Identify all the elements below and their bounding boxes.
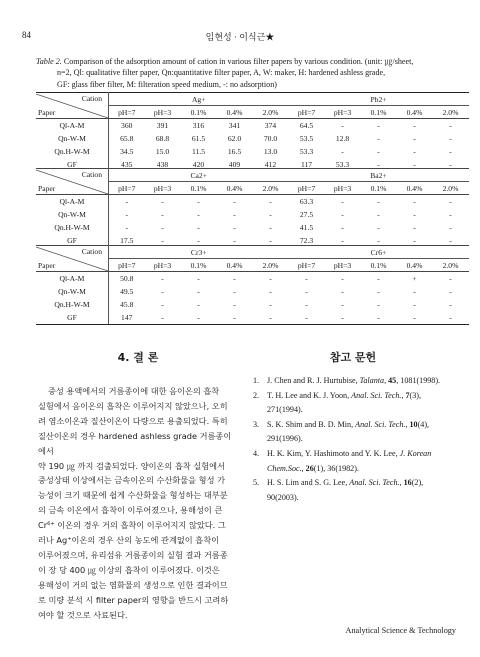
reference-volume: 26 — [305, 463, 314, 473]
table-cell: - — [341, 147, 344, 156]
table-cell: - — [341, 287, 344, 296]
paper-label: GF — [36, 311, 109, 325]
paper-label: Ql-A-M — [36, 119, 109, 133]
table-cell: 53.5 — [299, 134, 314, 143]
reference-pages: (4), 291(1996). — [267, 419, 430, 444]
condition-header: 2.0% — [433, 106, 469, 119]
table-cell: - — [233, 287, 236, 296]
table-cell: - — [449, 210, 452, 219]
table-cell: - — [233, 300, 236, 309]
condition-header: 0.1% — [181, 259, 217, 272]
table-cell: - — [413, 210, 416, 219]
table-cell: - — [377, 160, 380, 169]
paper-label: Qn.H-W-M — [36, 145, 109, 158]
conclusion-line: 중성 용액에서의 거름종이에 대한 음이온의 흡착 — [48, 386, 220, 396]
corner-cation-label: Cation — [81, 246, 102, 256]
conclusion-line: 능성이 크기 때문에 쉽게 수산화물을 형성하는 대부분 — [38, 490, 228, 501]
reference-list — [253, 374, 453, 505]
conclusion-line: 용해성이 거의 없는 염화물의 생성으로 인한 결과이므 — [38, 579, 228, 590]
table-block — [36, 92, 469, 171]
table-cell: - — [397, 311, 433, 325]
reference-pages: , 1081(1998). — [396, 376, 441, 385]
corner-paper-label: Paper — [38, 107, 56, 117]
reference-sep: , — [301, 463, 306, 473]
reference-item — [253, 447, 453, 476]
table-cell: 53.3 — [299, 147, 314, 156]
table-cell: - — [377, 210, 380, 219]
table-cell: + — [412, 274, 417, 283]
corner-paper-label: Paper — [38, 183, 56, 193]
table-caption — [36, 56, 446, 90]
table-cell: - — [233, 274, 236, 283]
table-cell: 435 — [121, 160, 133, 169]
reference-number: 1. — [253, 376, 260, 385]
table-cell: 420 — [192, 160, 205, 169]
condition-header: 0.1% — [181, 182, 217, 195]
reference-journal: Talanta — [359, 376, 385, 385]
conclusion-body — [38, 384, 238, 623]
reference-item — [253, 418, 453, 447]
table-cell: - — [449, 134, 452, 143]
table-cell: - — [305, 287, 308, 296]
caption-line-2: n=2, Ql: qualitative filter paper, Qn:quantitative filter paper, A, W: maker, H: hardened ashless grade, — [57, 68, 386, 78]
table-cell: - — [125, 197, 129, 206]
corner-header — [36, 169, 109, 195]
table-cell: 13.0 — [263, 147, 278, 156]
table-cell: - — [161, 210, 164, 219]
reference-journal: J. Korean Chem.Soc. — [267, 448, 432, 473]
table-cell: - — [377, 274, 380, 283]
table-cell: - — [197, 287, 200, 296]
corner-header — [36, 93, 109, 119]
condition-header: pH=3 — [325, 106, 361, 119]
table-cell: - — [233, 223, 236, 232]
table-cell: - — [449, 300, 452, 309]
condition-header: 0.4% — [397, 106, 433, 119]
table-cell: - — [325, 311, 361, 325]
table-cell: 360 — [121, 121, 133, 130]
table-cell: - — [269, 223, 272, 232]
reference-item — [253, 389, 453, 418]
references-heading: 참고 문헌 — [329, 351, 377, 364]
table-cell: - — [449, 236, 452, 245]
conclusion-line: 이 장 당 400 ㎍ 이상의 흡착이 이루어졌다. 이것은 — [38, 564, 220, 575]
table-cell: - — [449, 147, 452, 156]
running-head: 임현성 · 이식근★ — [205, 32, 275, 42]
table-cell: - — [449, 121, 452, 130]
table-cell: - — [361, 311, 397, 325]
table-cell: 72.3 — [299, 236, 314, 245]
table-cell: - — [413, 236, 416, 245]
table-cell: 41.5 — [299, 223, 314, 232]
table-cell: - — [413, 287, 416, 296]
table-cell: - — [341, 274, 344, 283]
table-cell: - — [341, 300, 344, 309]
table-row — [36, 272, 469, 286]
table-cell: 438 — [156, 160, 169, 169]
reference-journal: Anal. Sci. Tech. — [355, 419, 406, 429]
table-cell: - — [161, 236, 164, 245]
condition-header: 0.4% — [217, 182, 253, 195]
cation-group-header: Cr6+ — [289, 246, 469, 259]
paper-label: Qn-W-M — [36, 132, 109, 145]
reference-pages: (3), 271(1994). — [267, 390, 421, 415]
table-cell: - — [181, 311, 217, 325]
table-cell: - — [253, 311, 289, 325]
journal-footer: Analytical Science & Technology — [345, 626, 456, 635]
cation-group-header: Pb2+ — [289, 93, 469, 106]
table-cell: 11.5 — [191, 147, 205, 156]
table-cell: - — [269, 197, 272, 206]
reference-volume: 10 — [409, 419, 418, 429]
table-cell: - — [413, 300, 416, 309]
table-cell: - — [125, 223, 129, 232]
reference-authors: J. Chen and R. J. Hurtubise, — [267, 376, 360, 385]
corner-header — [36, 246, 109, 272]
reference-sep: , — [399, 478, 404, 488]
table-row — [36, 195, 469, 209]
table-cell: 62.0 — [227, 134, 242, 143]
table-cell: - — [233, 197, 236, 206]
table-cell: - — [377, 147, 380, 156]
condition-header: 2.0% — [253, 259, 289, 272]
table-cell: 50.8 — [120, 274, 134, 283]
conclusion-line: 약 190 ㎍ 까지 검출되었다. 양이온의 흡착 실험에서 — [38, 460, 226, 471]
table-cell: - — [233, 236, 236, 245]
table-block — [36, 245, 469, 325]
table-cell: - — [269, 287, 272, 296]
reference-authors: H. K. Kim, Y. Hashimoto and Y. K. Lee, — [267, 448, 400, 458]
reference-item — [253, 374, 453, 389]
table-cell: 412 — [264, 160, 277, 169]
table-cell: - — [341, 197, 344, 206]
condition-header: 2.0% — [253, 182, 289, 195]
table-cell: 61.5 — [191, 134, 206, 143]
table-row — [36, 311, 469, 325]
paper-label: Qn-W-M — [36, 285, 109, 298]
table-cell: - — [197, 236, 200, 245]
cation-group-header: Ag+ — [109, 93, 289, 106]
table-cell: - — [161, 274, 164, 283]
table-cell: - — [449, 274, 452, 283]
conclusion-line: 의 금속 이온에서 흡착이 이루어졌으나, 용해성이 큰 — [38, 505, 223, 516]
table-cell: 49.5 — [120, 287, 134, 296]
table-cell: - — [341, 210, 344, 219]
reference-journal: Anal. Sci. Tech. — [349, 478, 400, 488]
reference-number: 3. — [253, 419, 260, 429]
caption-line-1: Comparison of the adsorption amount of cation in various filter papers by various condition. (unit: ㎍/sheet, — [61, 57, 414, 66]
table-row — [36, 145, 469, 158]
paper-label: Qn.H-W-M — [36, 298, 109, 311]
table-cell: 15.0 — [155, 147, 170, 156]
table-cell: 68.8 — [155, 134, 170, 143]
reference-sep: , — [384, 376, 389, 385]
condition-header: pH=7 — [109, 106, 145, 119]
condition-header: 0.4% — [397, 182, 433, 195]
table-cell: - — [377, 134, 380, 143]
table-cell: 34.5 — [120, 147, 134, 156]
table-row — [36, 208, 469, 221]
table-cell: - — [269, 300, 272, 309]
table-cell: 63.3 — [299, 197, 314, 206]
condition-header: 2.0% — [433, 259, 469, 272]
condition-header: pH=3 — [145, 182, 181, 195]
page-number: 84 — [22, 30, 31, 40]
table-cell: - — [161, 223, 164, 232]
table-cell: - — [449, 287, 452, 296]
corner-paper-label: Paper — [38, 260, 56, 270]
caption-line-3: GF: glass fiber filter, M: filteration speed medium, -: no adsorption) — [57, 79, 277, 89]
reference-sep: , — [401, 390, 406, 400]
table-cell: - — [341, 121, 344, 130]
paper-label: Qn.H-W-M — [36, 221, 109, 234]
table-cell: 53.3 — [335, 160, 350, 169]
table-cell: 45.8 — [120, 300, 134, 309]
table-row — [36, 298, 469, 311]
paper-label: Ql-A-M — [36, 272, 109, 286]
conclusion-line: 러나 Ag⁺이온의 경우 산의 농도에 관계없이 흡착이 — [38, 535, 220, 546]
table-cell: - — [305, 300, 308, 309]
table-cell: 374 — [264, 121, 277, 130]
table-cell: - — [413, 121, 416, 130]
reference-volume: 45 — [388, 376, 397, 385]
table-cell: 341 — [228, 121, 241, 130]
table-cell: 316 — [192, 121, 205, 130]
page-header — [22, 30, 458, 42]
table-cell: - — [413, 134, 416, 143]
table-cell: 409 — [228, 160, 241, 169]
reference-number: 4. — [253, 448, 260, 458]
table-row — [36, 132, 469, 145]
condition-header: 0.1% — [361, 259, 397, 272]
paper-label: GF — [36, 158, 109, 171]
conclusion-line: 려 염소이온과 질산이온이 다량으로 용출되었다. 특히 — [38, 415, 228, 426]
condition-header: pH=7 — [109, 259, 145, 272]
condition-header: pH=3 — [325, 182, 361, 195]
condition-header: 2.0% — [433, 182, 469, 195]
conclusion-line: 질산이온의 경우 hardened ashless grade 거름종이에서 — [38, 430, 232, 456]
paper-label: GF — [36, 234, 109, 247]
cation-group-header: Ca2+ — [109, 169, 289, 182]
conclusion-line: 로 미량 분석 시 filter paper의 영향을 반드시 고려하 — [38, 594, 229, 605]
paper-label: Ql-A-M — [36, 195, 109, 209]
reference-pages: (2), 90(2003). — [267, 478, 424, 502]
table-block — [36, 168, 469, 247]
table-cell: - — [449, 160, 452, 169]
table-cell: - — [161, 197, 164, 206]
reference-authors: T. H. Lee and K. J. Yoon, — [267, 390, 352, 400]
conclusion-line: 중성상태 이상에서는 금속이온의 수산화물을 형성 가 — [38, 475, 226, 486]
table-cell: - — [377, 236, 380, 245]
condition-header: pH=7 — [289, 259, 325, 272]
table-cell: 65.8 — [120, 134, 134, 143]
table-cell: - — [217, 311, 253, 325]
table-cell: - — [289, 311, 325, 325]
table-cell: - — [413, 197, 416, 206]
table-cell: 70.0 — [263, 134, 278, 143]
table-cell: 147 — [109, 311, 145, 325]
caption-label: Table 2. — [36, 57, 62, 66]
conclusion-line: 여야 할 것으로 사료된다. — [38, 609, 128, 620]
conclusion-line: Cr⁶⁺ 이온의 경우 거의 흡착이 이루어지지 않았다. 그 — [38, 520, 226, 531]
conclusion-heading: 4. 결 론 — [117, 351, 159, 364]
table-row — [36, 285, 469, 298]
condition-header: pH=3 — [145, 106, 181, 119]
condition-header: 0.4% — [217, 106, 253, 119]
table-cell: - — [197, 274, 200, 283]
table-cell: 391 — [156, 121, 169, 130]
table-cell: - — [433, 311, 469, 325]
reference-number: 2. — [253, 390, 260, 400]
table-cell: - — [197, 210, 200, 219]
table-cell: 27.5 — [299, 210, 314, 219]
condition-header: 2.0% — [253, 106, 289, 119]
table-cell: - — [145, 311, 181, 325]
condition-header: pH=7 — [109, 182, 145, 195]
paper-label: Qn-W-M — [36, 208, 109, 221]
table-cell: 117 — [300, 160, 313, 169]
table-cell: - — [269, 210, 272, 219]
table-cell: - — [377, 121, 380, 130]
conclusion-line: 실험에서 음이온의 흡착은 이루어지지 않았으나, 오히 — [38, 400, 228, 411]
table-row — [36, 119, 469, 133]
table-cell: 64.5 — [299, 121, 314, 130]
table-row — [36, 221, 469, 234]
condition-header: 0.1% — [181, 106, 217, 119]
table-cell: - — [341, 236, 344, 245]
table-cell: - — [449, 197, 452, 206]
table-cell: - — [413, 223, 416, 232]
reference-volume: 16 — [403, 478, 412, 488]
table-cell: - — [413, 147, 416, 156]
table-cell: - — [197, 300, 200, 309]
table-cell: - — [377, 197, 380, 206]
table-cell: - — [233, 210, 236, 219]
table-cell: 17.5 — [120, 236, 134, 245]
condition-header: pH=3 — [145, 259, 181, 272]
reference-authors: H. S. Lim and S. G. Lee, — [267, 478, 350, 488]
table-cell: - — [197, 197, 200, 206]
condition-header: 0.1% — [361, 182, 397, 195]
table-cell: 12.8 — [335, 134, 350, 143]
table-cell: - — [377, 287, 380, 296]
conclusion-line: 이루어졌으며, 유리섬유 거름종이의 실험 결과 거름종 — [38, 549, 228, 560]
condition-header: pH=3 — [325, 259, 361, 272]
reference-pages: (1), 36(1982). — [313, 463, 359, 473]
table-cell: - — [449, 223, 452, 232]
table-cell: - — [161, 300, 164, 309]
reference-journal: Anal. Sci. Tech. — [351, 390, 402, 400]
table-cell: - — [161, 287, 164, 296]
reference-volume: 7 — [405, 390, 410, 400]
table-cell: - — [305, 274, 308, 283]
condition-header: pH=7 — [289, 182, 325, 195]
condition-header: 0.1% — [361, 106, 397, 119]
condition-header: pH=7 — [289, 106, 325, 119]
reference-item — [253, 476, 453, 505]
corner-cation-label: Cation — [81, 93, 102, 103]
condition-header: 0.4% — [397, 259, 433, 272]
reference-number: 5. — [253, 478, 260, 488]
table-cell: - — [413, 160, 416, 169]
reference-sep: , — [405, 419, 410, 429]
table-cell: - — [197, 223, 200, 232]
table-cell: - — [341, 223, 344, 232]
table-cell: 16.5 — [227, 147, 242, 156]
table-cell: - — [125, 210, 129, 219]
table-cell: - — [269, 236, 272, 245]
cation-group-header: Ba2+ — [289, 169, 469, 182]
table-cell: - — [377, 223, 380, 232]
reference-authors: S. K. Shim and B. D. Min, — [267, 419, 356, 429]
table-cell: - — [377, 300, 380, 309]
corner-cation-label: Cation — [81, 169, 102, 179]
cation-group-header: Cr3+ — [109, 246, 289, 259]
table-cell: - — [269, 274, 272, 283]
condition-header: 0.4% — [217, 259, 253, 272]
